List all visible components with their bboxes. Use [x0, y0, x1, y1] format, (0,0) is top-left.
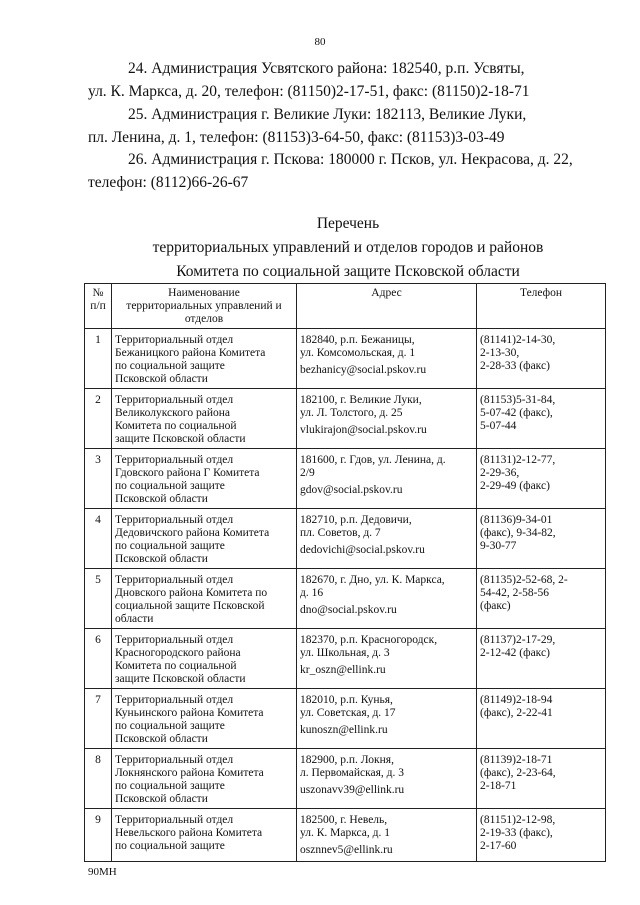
name-line: Комитета по социальной [115, 420, 237, 432]
email-address: vlukirajon@social.pskov.ru [300, 424, 427, 436]
row-department-name [112, 629, 297, 689]
phone-line: (факс), 2-23-64, [480, 767, 556, 779]
phone-line: 2-29-36, [480, 467, 520, 479]
phone-line: (81135)2-52-68, 2- [480, 574, 568, 586]
address-line: 182900, р.п. Локня, [300, 754, 394, 766]
phone-line: (81153)5-31-84, [480, 394, 556, 406]
phone-line: (81136)9-34-01 [480, 514, 553, 526]
phone-line: (факс), 2-22-41 [480, 707, 553, 719]
email-address: osznnev5@ellink.ru [300, 844, 393, 856]
address-line: ул. К. Маркса, д. 20, телефон: (81150)2-17-51, факс: (81150)2-18-71 [88, 82, 530, 100]
table-row [85, 509, 606, 569]
table-row [85, 389, 606, 449]
row-number: 6 [85, 629, 112, 689]
name-line: по социальной защите [115, 480, 225, 492]
table-row [85, 689, 606, 749]
row-department-name [112, 509, 297, 569]
row-phone [477, 629, 606, 689]
address-line: л. Первомайская, д. 3 [300, 767, 404, 779]
phone-line: (81151)2-12-98, [480, 814, 556, 826]
name-line: по социальной защите [115, 360, 225, 372]
address-entry-24 [88, 58, 608, 103]
name-line: Комитета по социальной [115, 660, 237, 672]
name-line: Территориальный отдел [115, 394, 234, 406]
phone-line: 5-07-44 [480, 420, 517, 432]
table-row [85, 569, 606, 629]
name-line: Красногородского района [115, 647, 241, 659]
address-line: д. 16 [300, 587, 324, 599]
phone-line: 9-30-77 [480, 540, 517, 552]
email-address: dedovichi@social.pskov.ru [300, 544, 425, 556]
list-title: Перечень [316, 215, 380, 232]
phone-line: 2-12-42 (факс) [480, 647, 550, 659]
name-line: Территориальный отдел [115, 694, 234, 706]
email-address: kr_oszn@ellink.ru [300, 664, 386, 676]
name-line: Территориальный отдел [115, 454, 234, 466]
name-line: Локнянского района Комитета [115, 767, 264, 779]
name-line: Территориальный отдел [115, 754, 234, 766]
address-line: 182100, г. Великие Луки, [300, 394, 422, 406]
row-number: 5 [85, 569, 112, 629]
row-address [297, 449, 477, 509]
header-name: Наименование территориальных управлений и отделов [112, 284, 297, 329]
phone-line: 2-28-33 (факс) [480, 360, 550, 372]
phone-line: 5-07-42 (факс), [480, 407, 553, 419]
phone-line: 2-13-30, [480, 347, 520, 359]
name-line: Невельского района Комитета [115, 827, 263, 839]
row-department-name [112, 449, 297, 509]
address-line: телефон: (8112)66-26-67 [88, 173, 249, 191]
name-line: Псковской области [115, 793, 208, 805]
phone-line: 2-18-71 [480, 780, 517, 792]
name-line: Куньинского района Комитета [115, 707, 264, 719]
phone-line: (81137)2-17-29, [480, 634, 556, 646]
address-line: 182840, р.п. Бежаницы, [300, 334, 415, 346]
row-phone [477, 449, 606, 509]
address-line: ул. К. Маркса, д. 1 [300, 827, 390, 839]
name-line: Псковской области [115, 493, 208, 505]
phone-line: (81139)2-18-71 [480, 754, 553, 766]
email-address: bezhanicy@social.pskov.ru [300, 364, 427, 376]
address-line: 182370, р.п. Красногородск, [300, 634, 438, 646]
row-number: 8 [85, 749, 112, 809]
header-phone: Телефон [477, 284, 606, 329]
address-line: ул. Л. Толстого, д. 25 [300, 407, 403, 419]
name-line: Великолукского района [115, 407, 230, 419]
row-department-name [112, 689, 297, 749]
table-row [85, 809, 606, 862]
phone-line: 2-29-49 (факс) [480, 480, 550, 492]
name-line: Псковской области [115, 553, 208, 565]
name-line: защите Псковской области [115, 673, 246, 685]
name-line: Территориальный отдел [115, 334, 234, 346]
row-address [297, 389, 477, 449]
phone-line: (факс) [480, 600, 511, 612]
address-line: ул. Комсомольская, д. 1 [300, 347, 416, 359]
name-line: социальной защите Псковской [115, 600, 265, 612]
name-line: Территориальный отдел [115, 634, 234, 646]
address-line: ул. Советская, д. 17 [300, 707, 396, 719]
address-entry-26 [88, 149, 608, 194]
row-phone [477, 509, 606, 569]
row-number: 3 [85, 449, 112, 509]
row-phone [477, 389, 606, 449]
name-line: Псковской области [115, 733, 208, 745]
table-row [85, 629, 606, 689]
row-number: 9 [85, 809, 112, 862]
address-line: 182500, г. Невель, [300, 814, 388, 826]
address-line: ул. Школьная, д. 3 [300, 647, 390, 659]
list-subtitle: территориальных управлений и отделов городов и районов [152, 239, 544, 256]
name-line: Территориальный отдел [115, 814, 234, 826]
address-line: 181600, г. Гдов, ул. Ленина, д. [300, 454, 446, 466]
row-department-name [112, 329, 297, 389]
address-line: 25. Администрация г. Великие Луки: 182113, Великие Луки, [128, 106, 527, 123]
name-line: области [115, 613, 154, 625]
email-address: uszonavv39@ellink.ru [300, 784, 405, 796]
address-line: 182710, р.п. Дедовичи, [300, 514, 412, 526]
table-row [85, 749, 606, 809]
name-line: Дновского района Комитета по [115, 587, 268, 599]
row-phone [477, 689, 606, 749]
row-address [297, 749, 477, 809]
row-phone [477, 749, 606, 809]
table-header-row [85, 284, 606, 329]
row-department-name [112, 569, 297, 629]
row-address [297, 629, 477, 689]
address-line: пл. Советов, д. 7 [300, 527, 381, 539]
email-address: dno@social.pskov.ru [300, 604, 397, 616]
row-number: 4 [85, 509, 112, 569]
row-department-name [112, 809, 297, 862]
address-line: 2/9 [300, 467, 315, 479]
name-line: Территориальный отдел [115, 574, 234, 586]
name-line: по социальной защите [115, 540, 225, 552]
row-address [297, 329, 477, 389]
address-line: 182670, г. Дно, ул. К. Маркса, [300, 574, 445, 586]
page-number: 80 [314, 36, 326, 48]
row-address [297, 809, 477, 862]
name-line: по социальной защите [115, 840, 225, 852]
phone-line: 2-17-60 [480, 840, 517, 852]
name-line: Гдовского района Г Комитета [115, 467, 260, 479]
table-row [85, 329, 606, 389]
phone-line: (81149)2-18-94 [480, 694, 553, 706]
name-line: Псковской области [115, 373, 208, 385]
address-line: 26. Администрация г. Пскова: 180000 г. Псков, ул. Некрасова, д. 22, [128, 151, 573, 168]
row-phone [477, 809, 606, 862]
header-number: № п/п [85, 284, 112, 329]
address-entry-25 [88, 104, 608, 149]
row-address [297, 509, 477, 569]
row-number: 7 [85, 689, 112, 749]
row-phone [477, 329, 606, 389]
list-subtitle: Комитета по социальной защите Псковской области [176, 263, 520, 280]
row-number: 1 [85, 329, 112, 389]
email-address: gdov@social.pskov.ru [300, 484, 403, 496]
address-line: 182010, р.п. Кунья, [300, 694, 393, 706]
header-address: Адрес [297, 284, 477, 329]
row-address [297, 689, 477, 749]
address-line: пл. Ленина, д. 1, телефон: (81153)3-64-50, факс: (81153)3-03-49 [88, 128, 505, 146]
row-address [297, 569, 477, 629]
footer-code: 90МН [88, 866, 117, 878]
row-number: 2 [85, 389, 112, 449]
phone-line: 2-19-33 (факс), [480, 827, 553, 839]
name-line: Бежаницкого района Комитета [115, 347, 266, 359]
phone-line: 54-42, 2-58-56 [480, 587, 549, 599]
row-department-name [112, 389, 297, 449]
phone-line: (81141)2-14-30, [480, 334, 556, 346]
name-line: Дедовичского района Комитета [115, 527, 270, 539]
name-line: по социальной защите [115, 720, 225, 732]
email-address: kunoszn@ellink.ru [300, 724, 388, 736]
phone-line: (81131)2-12-77, [480, 454, 556, 466]
departments-table [84, 283, 606, 862]
row-phone [477, 569, 606, 629]
row-department-name [112, 749, 297, 809]
table-row [85, 449, 606, 509]
phone-line: (факс), 9-34-82, [480, 527, 556, 539]
name-line: по социальной защите [115, 780, 225, 792]
address-line: 24. Администрация Усвятского района: 182540, р.п. Усвяты, [128, 60, 525, 77]
name-line: защите Псковской области [115, 433, 246, 445]
name-line: Территориальный отдел [115, 514, 234, 526]
